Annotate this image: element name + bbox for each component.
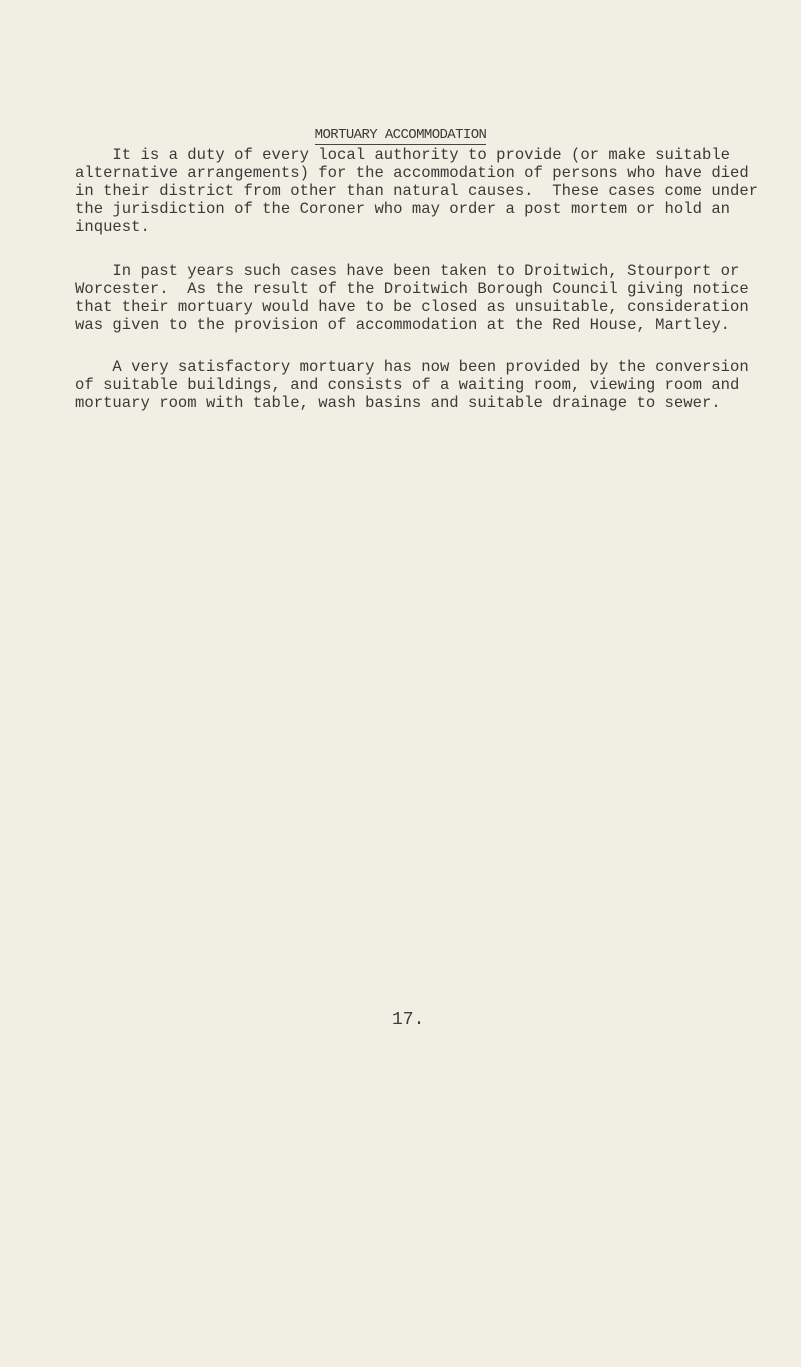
text-line: It is a duty of every local authority to provide (or make suitable	[75, 146, 731, 164]
text-line: alternative arrangements) for the accommodation of persons who have died	[75, 164, 749, 182]
text-line: mortuary room with table, wash basins and suitable drainage to sewer.	[75, 394, 721, 412]
page-number: 17.	[392, 1010, 425, 1030]
paragraph-duty	[75, 146, 758, 236]
text-line: was given to the provision of accommodation at the Red House, Martley.	[75, 316, 731, 334]
text-line: In past years such cases have been taken to Droitwich, Stourport or	[75, 262, 740, 280]
text-line: of suitable buildings, and consists of a waiting room, viewing room and	[75, 376, 740, 394]
text-line: in their district from other than natural causes. These cases come under	[75, 182, 759, 200]
text-line: Worcester. As the result of the Droitwich Borough Council giving notice	[75, 280, 749, 298]
text-line: that their mortuary would have to be closed as unsuitable, consideration	[75, 298, 749, 316]
paragraph-new-mortuary	[75, 358, 749, 412]
paragraph-past-years	[75, 262, 749, 334]
text-line: the jurisdiction of the Coroner who may order a post mortem or hold an	[75, 200, 731, 218]
page-title	[0, 127, 801, 143]
title-text: MORTUARY ACCOMMODATION	[314, 127, 487, 143]
text-line: inquest.	[75, 218, 150, 236]
text-line: A very satisfactory mortuary has now been provided by the conversion	[75, 358, 749, 376]
